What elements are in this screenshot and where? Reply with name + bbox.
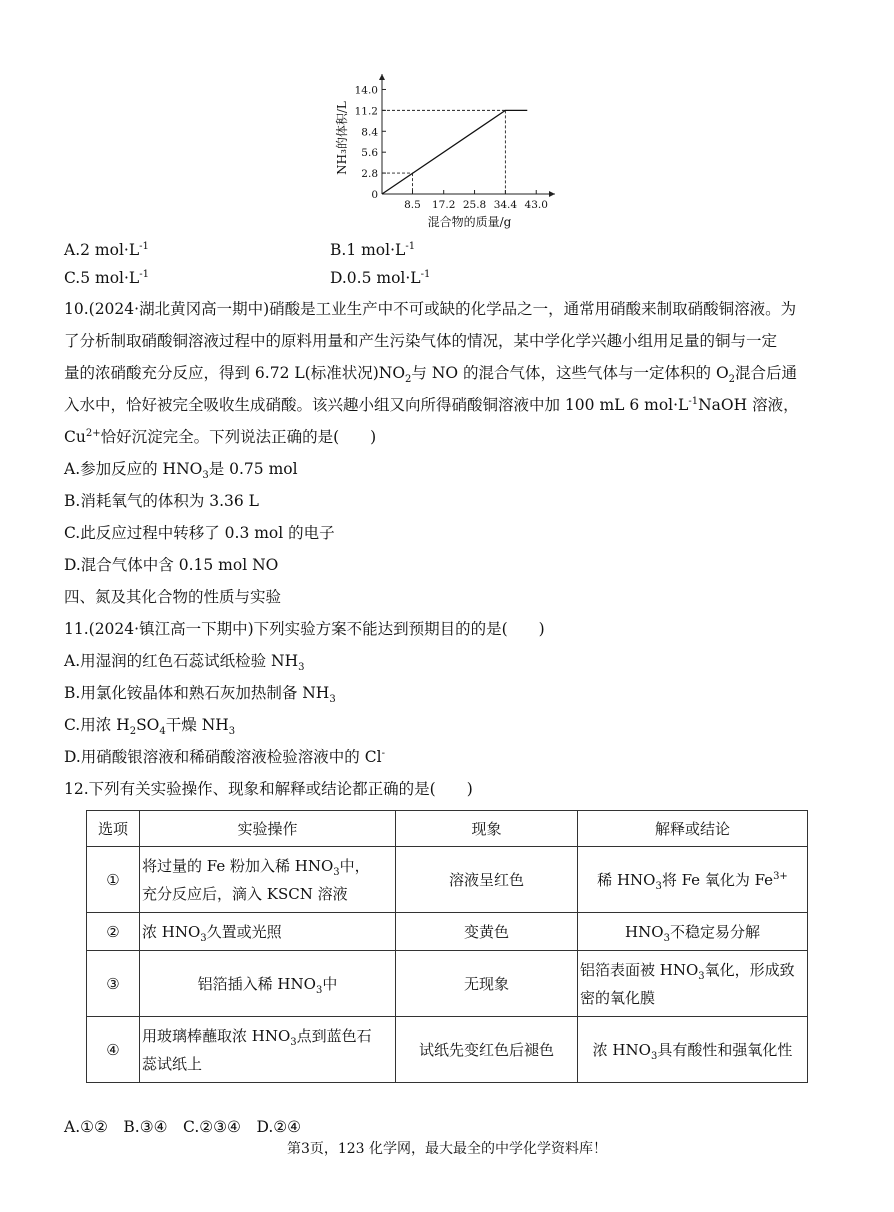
header-operation: 实验操作: [140, 811, 396, 847]
x-tick-label: 8.5: [404, 199, 421, 211]
row-option: ③: [87, 951, 140, 1017]
row-phenomenon: 试纸先变红色后褪色: [396, 1017, 578, 1083]
row-phenomenon: 无现象: [396, 951, 578, 1017]
header-conclusion: 解释或结论: [578, 811, 808, 847]
q10-option-a: A.参加反应的 $HNO_3$是 0.75 mol: [64, 460, 298, 482]
row-operation: 铝箔插入稀 $HNO_3$中: [140, 951, 396, 1017]
table-row: [87, 913, 808, 951]
row-operation: 浓 $HNO_3$久置或光照: [140, 913, 396, 951]
q10-stem-line4: 入水中，恰好被完全吸收生成硝酸。该兴趣小组又向所得硝酸铜溶液中加 100 mL 6 $mol\cdot L^{-1}NaOH$ 溶液，: [64, 395, 799, 414]
row-operation: 将过量的 Fe 粉加入稀 $HNO_3$中， 充分反应后，滴入 KSCN 溶液: [140, 847, 396, 913]
y-tick-label: 5.6: [361, 147, 378, 160]
page-footer: 第3页，123 化学网，最大最全的中学化学资料库！: [286, 1141, 608, 1157]
q12-stem: 12.下列有关实验操作、现象和解释或结论都正确的是( ): [64, 780, 473, 798]
section-heading: 四、氮及其化合物的性质与实验: [64, 588, 282, 606]
header-phenomenon: 现象: [396, 811, 578, 847]
header-option: 选项: [87, 811, 140, 847]
y-axis-arrow: [379, 74, 385, 80]
q11-option-b: B.用氯化铵晶体和熟石灰加热制备 $NH_3$: [64, 684, 336, 706]
nh3-volume-chart: [330, 70, 560, 235]
row-conclusion: 浓 $HNO_3$具有酸性和强氧化性: [578, 1017, 808, 1083]
q12-options: A.①② B.③④ C.②③④ D.②④: [64, 1118, 302, 1136]
q10-stem-line5: $Cu^{2+}$恰好沉淀完全。下列说法正确的是( ): [64, 427, 377, 446]
y-tick-label: 8.4: [361, 126, 378, 139]
q10-stem-line3: 量的浓硝酸充分反应，得到 6.72 L(标准状况)$NO_2$与 NO 的混合气体，这些气体与一定体积的 $O_2$混合后通: [64, 364, 798, 386]
row-operation: 用玻璃棒蘸取浓 $HNO_3$点到蓝色石 蕊试纸上: [140, 1017, 396, 1083]
y-tick-label: 14.0: [354, 84, 378, 97]
x-tick-label: 25.8: [462, 199, 487, 211]
y-tick-label: 2.8: [361, 168, 378, 181]
row-conclusion: 稀 $HNO_3$将 Fe 氧化为 $Fe^{3+}$: [578, 847, 808, 913]
table-row: [87, 951, 808, 1017]
row-option: ②: [87, 913, 140, 951]
table-row: [87, 847, 808, 913]
row-phenomenon: 溶液呈红色: [396, 847, 578, 913]
q11-option-d: D.用硝酸银溶液和稀硝酸溶液检验溶液中的 Cl-: [64, 747, 385, 766]
q9-option-b: B.1 $mol\cdot L^{-1}$: [330, 240, 416, 259]
x-tick-label: 34.4: [493, 199, 518, 211]
q9-option-d: D.0.5 $mol\cdot L^{-1}$: [330, 268, 431, 287]
q10-option-d: D.混合气体中含 0.15 mol NO: [64, 556, 279, 574]
row-option: ④: [87, 1017, 140, 1083]
q10-stem-line1: 10.(2024·湖北黄冈高一期中)硝酸是工业生产中不可或缺的化学品之一，通常用硝酸来制取硝酸铜溶液。为: [64, 300, 797, 318]
q12-table: [86, 810, 808, 1083]
row-phenomenon: 变黄色: [396, 913, 578, 951]
x-tick-label: 17.2: [432, 199, 456, 211]
q11-option-c: C.用浓 $H_2SO_4$干燥 $NH_3$: [64, 716, 236, 738]
x-tick-label: 43.0: [524, 199, 548, 211]
x-axis-arrow: [549, 191, 555, 197]
x-axis-label: 混合物的质量/g: [427, 215, 512, 229]
q9-option-c: C.5 $mol\cdot L^{-1}$: [64, 268, 149, 287]
row-option: ①: [87, 847, 140, 913]
table-row: [87, 1017, 808, 1083]
q10-option-b: B.消耗氧气的体积为 3.36 L: [64, 492, 259, 510]
row-conclusion: $HNO_3$不稳定易分解: [578, 913, 808, 951]
y-tick-label: 11.2: [354, 105, 378, 118]
y-axis-label: NH₃的体积/L: [335, 101, 349, 175]
q10-stem-line2: 了分析制取硝酸铜溶液过程中的原料用量和产生污染气体的情况，某中学化学兴趣小组用足量的铜与一定: [64, 332, 778, 350]
y-tick-label: 0: [371, 189, 378, 201]
q10-option-c: C.此反应过程中转移了 0.3 mol 的电子: [64, 524, 335, 542]
q9-option-a: A.2 $mol\cdot L^{-1}$: [64, 240, 149, 259]
row-conclusion: 铝箔表面被 $HNO_3$氧化，形成致 密的氧化膜: [578, 951, 808, 1017]
q11-stem: 11.(2024·镇江高一下期中)下列实验方案不能达到预期目的的是( ): [64, 620, 545, 638]
q11-option-a: A.用湿润的红色石蕊试纸检验 $NH_3$: [64, 652, 305, 674]
table-header-row: [87, 811, 808, 847]
